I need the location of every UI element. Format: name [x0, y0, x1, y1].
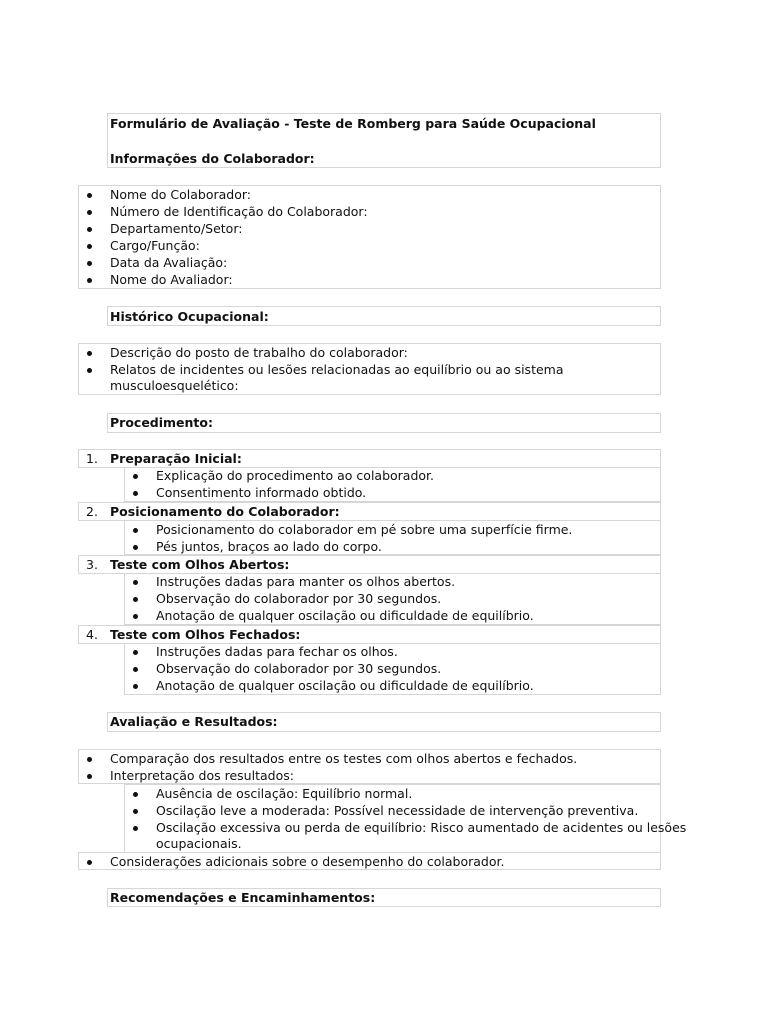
bullet-icon — [133, 809, 138, 814]
bullet-icon — [133, 491, 138, 496]
step-title: Preparação Inicial: — [110, 451, 242, 466]
bullet-icon — [87, 244, 92, 249]
bullet-icon — [87, 860, 92, 865]
bullet-icon — [133, 474, 138, 479]
bullet-icon — [87, 368, 92, 373]
field-date: Data da Avaliação: — [110, 255, 228, 270]
evaluation-item: Comparação dos resultados entre os testes com olhos abertos e fechados. — [110, 751, 578, 766]
step-item: Observação do colaborador por 30 segundos. — [156, 661, 442, 676]
evaluation-item: Interpretação dos resultados: — [110, 768, 294, 783]
evaluation-sub-item: Oscilação leve a moderada: Possível necessidade de intervenção preventiva. — [156, 803, 639, 818]
evaluation-heading: Avaliação e Resultados: — [110, 714, 278, 729]
history-heading: Histórico Ocupacional: — [110, 309, 269, 324]
field-department: Departamento/Setor: — [110, 221, 243, 236]
bullet-icon — [133, 580, 138, 585]
bullet-icon — [133, 650, 138, 655]
step-number: 4. — [86, 627, 98, 642]
bullet-icon — [87, 351, 92, 356]
step-title: Teste com Olhos Fechados: — [110, 627, 301, 642]
step-number: 2. — [86, 504, 98, 519]
field-id: Número de Identificação do Colaborador: — [110, 204, 368, 219]
step-item: Pés juntos, braços ao lado do corpo. — [156, 539, 382, 554]
field-name: Nome do Colaborador: — [110, 187, 251, 202]
info-heading: Informações do Colaborador: — [110, 151, 315, 166]
evaluation-sub-item: Ausência de oscilação: Equilíbrio normal. — [156, 786, 413, 801]
bullet-icon — [87, 757, 92, 762]
field-evaluator: Nome do Avaliador: — [110, 272, 233, 287]
evaluation-sub-item: Oscilação excessiva ou perda de equilíbrio: Risco aumentado de acidentes ou lesões — [156, 820, 687, 835]
step-item: Explicação do procedimento ao colaborador. — [156, 468, 435, 483]
step-title: Teste com Olhos Abertos: — [110, 557, 290, 572]
bullet-icon — [133, 792, 138, 797]
step-item: Posicionamento do colaborador em pé sobre uma superfície firme. — [156, 522, 573, 537]
evaluation-sub-item-continued: ocupacionais. — [156, 836, 242, 851]
bullet-icon — [87, 193, 92, 198]
step-item: Instruções dadas para fechar os olhos. — [156, 644, 398, 659]
history-item-continued: musculoesquelético: — [110, 378, 239, 393]
step-item: Instruções dadas para manter os olhos abertos. — [156, 574, 456, 589]
recommendations-heading: Recomendações e Encaminhamentos: — [110, 890, 376, 905]
bullet-icon — [133, 597, 138, 602]
step-item: Anotação de qualquer oscilação ou dificuldade de equilíbrio. — [156, 608, 534, 623]
bullet-icon — [133, 545, 138, 550]
step-item: Consentimento informado obtido. — [156, 485, 367, 500]
bullet-icon — [87, 210, 92, 215]
bullet-icon — [87, 278, 92, 283]
bullet-icon — [133, 667, 138, 672]
step-item: Observação do colaborador por 30 segundos. — [156, 591, 442, 606]
step-title: Posicionamento do Colaborador: — [110, 504, 340, 519]
step-item: Anotação de qualquer oscilação ou dificuldade de equilíbrio. — [156, 678, 534, 693]
field-role: Cargo/Função: — [110, 238, 200, 253]
bullet-icon — [133, 614, 138, 619]
history-item: Descrição do posto de trabalho do colaborador: — [110, 345, 408, 360]
bullet-icon — [133, 826, 138, 831]
step-number: 1. — [86, 451, 98, 466]
procedure-heading: Procedimento: — [110, 415, 213, 430]
bullet-icon — [87, 261, 92, 266]
evaluation-final-item: Considerações adicionais sobre o desempenho do colaborador. — [110, 854, 505, 869]
bullet-icon — [87, 774, 92, 779]
document-title: Formulário de Avaliação - Teste de Romberg para Saúde Ocupacional — [110, 116, 596, 131]
bullet-icon — [133, 528, 138, 533]
bullet-icon — [87, 227, 92, 232]
history-item: Relatos de incidentes ou lesões relacionadas ao equilíbrio ou ao sistema — [110, 362, 564, 377]
bullet-icon — [133, 684, 138, 689]
step-number: 3. — [86, 557, 98, 572]
